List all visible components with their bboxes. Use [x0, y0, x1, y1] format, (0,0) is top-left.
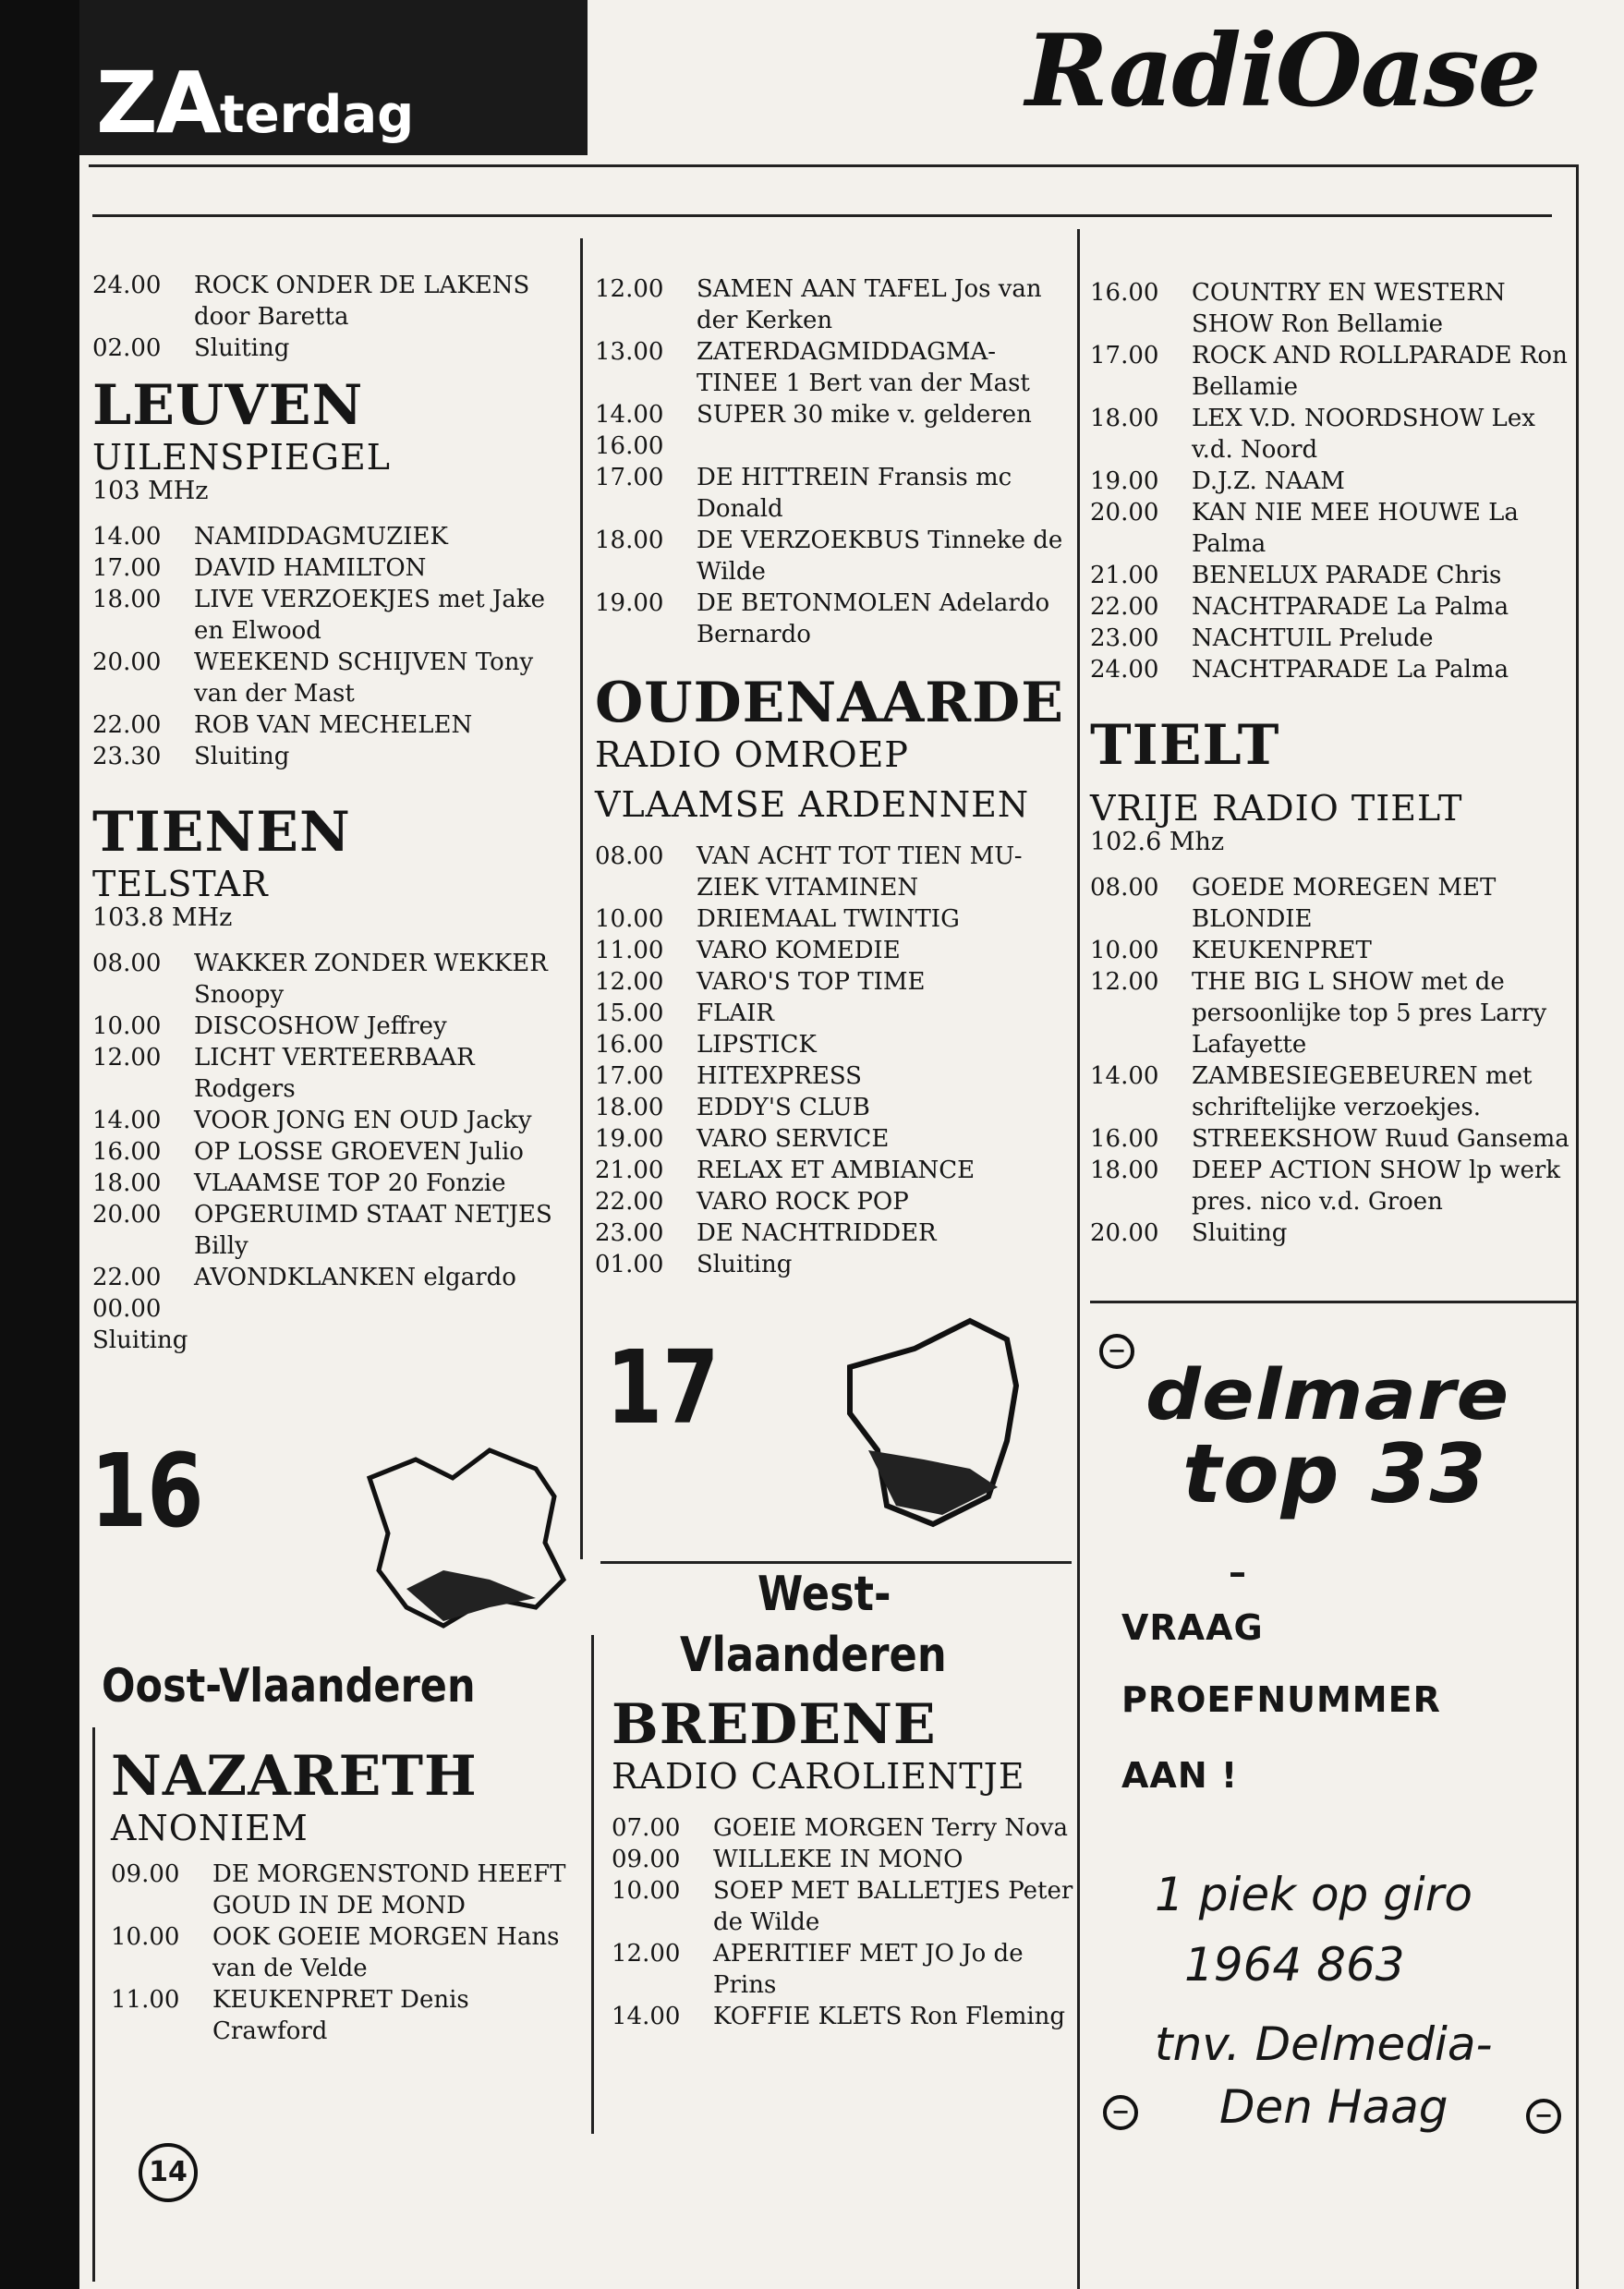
time: 17.00	[92, 554, 162, 582]
program: Sluiting	[194, 743, 290, 770]
time: 12.00	[612, 1940, 681, 1968]
list-item	[595, 1060, 1072, 1092]
list-item	[1090, 1123, 1570, 1155]
time: 20.00	[92, 1201, 162, 1229]
program: VOOR JONG EN OUD Jacky	[194, 1107, 532, 1134]
minus-circle-icon: −	[1099, 1334, 1134, 1369]
time: 23.00	[1090, 624, 1159, 652]
list-item	[92, 948, 577, 1011]
list-item	[595, 1092, 1072, 1123]
day-header	[79, 0, 588, 155]
list-item	[595, 998, 1072, 1029]
list-item	[612, 1812, 1073, 1844]
program: DE BETONMOLEN Adelardo Bernardo	[697, 589, 1050, 648]
list-item	[595, 1249, 1072, 1280]
time: 17.00	[595, 1062, 664, 1090]
program: WEEKEND SCHIJVEN Tony van der Mast	[194, 648, 534, 708]
time: 20.00	[1090, 499, 1159, 527]
station-nazareth: NAZARETH	[111, 1744, 478, 1809]
program: THE BIG L SHOW met de persoonlijke top 5 pres Larry Lafayette	[1192, 968, 1547, 1059]
list-item	[111, 1921, 573, 1984]
program: DEEP ACTION SHOW lp werk pres. nico v.d. Groen	[1192, 1157, 1561, 1216]
list-item	[612, 2001, 1073, 2032]
time: 12.00	[1090, 968, 1159, 996]
time: 14.00	[92, 523, 162, 551]
time: 18.00	[595, 1094, 664, 1121]
program: GOEDE MOREGEN MET BLONDIE	[1192, 874, 1497, 933]
list-item	[1090, 340, 1570, 403]
program: NACHTUIL Prelude	[1192, 624, 1434, 652]
station-sub: ANONIEM	[111, 1808, 309, 1848]
region-number-17: 17	[606, 1328, 720, 1447]
col2-intro	[595, 273, 1072, 650]
minus-circle-icon: −	[1526, 2099, 1561, 2134]
time: 07.00	[612, 1814, 681, 1842]
program: OOK GOEIE MORGEN Hans van de Velde	[212, 1923, 560, 1982]
program: GOEIE MORGEN Terry Nova	[713, 1814, 1068, 1842]
time: 10.00	[595, 905, 664, 933]
list-item	[1090, 1217, 1570, 1249]
list-item	[92, 584, 577, 647]
station-tienen: TIENEN	[92, 800, 351, 865]
page-number: 14	[139, 2143, 198, 2202]
list-item	[1090, 1155, 1570, 1217]
list-item	[595, 336, 1072, 399]
time: 14.00	[595, 401, 664, 429]
list-item	[1090, 560, 1570, 591]
time: 14.00	[612, 2003, 681, 2030]
program	[697, 430, 1072, 462]
program: HITEXPRESS	[697, 1062, 862, 1090]
list-item	[92, 1042, 577, 1105]
time: 02.00	[92, 334, 162, 362]
program: KEUKENPRET Denis Crawford	[212, 1986, 469, 2045]
time: 14.00	[92, 1107, 162, 1134]
time: 13.00	[595, 338, 664, 366]
time: 14.00	[1090, 1062, 1159, 1090]
program: LICHT VERTEERBAAR Rodgers	[194, 1044, 475, 1103]
list-item	[595, 273, 1072, 336]
list-item	[595, 1029, 1072, 1060]
leuven-schedule	[92, 521, 577, 772]
program: COUNTRY EN WESTERN SHOW Ron Bellamie	[1192, 279, 1506, 338]
program: KAN NIE MEE HOUWE La Palma	[1192, 499, 1519, 558]
program: VARO ROCK POP	[697, 1188, 909, 1216]
program: WILLEKE IN MONO	[713, 1846, 963, 1873]
time: 09.00	[612, 1846, 681, 1873]
list-item	[92, 1011, 577, 1042]
list-item	[595, 462, 1072, 525]
list-item	[612, 1875, 1073, 1938]
time: 22.00	[1090, 593, 1159, 621]
list-item	[92, 333, 577, 364]
station-freq: 102.6 Mhz	[1090, 828, 1225, 856]
time: 16.00	[1090, 279, 1159, 307]
tienen-schedule	[92, 948, 577, 1356]
ad-line-3: AAN !	[1121, 1755, 1239, 1796]
time: 00.00	[92, 1295, 162, 1323]
program: FLAIR	[697, 999, 774, 1027]
list-item	[595, 966, 1072, 998]
delmare-wordmark: delmare	[1145, 1353, 1510, 1435]
program: AVONDKLANKEN elgardo	[194, 1264, 516, 1291]
nazareth-block	[111, 1735, 573, 2047]
list-item	[595, 1123, 1072, 1155]
time: 21.00	[595, 1157, 664, 1184]
program: Sluiting	[92, 1326, 188, 1354]
program: LEX V.D. NOORDSHOW Lex v.d. Noord	[1192, 405, 1535, 464]
closing-line	[92, 1325, 577, 1356]
list-item	[92, 1168, 577, 1199]
time: 22.00	[92, 1264, 162, 1291]
time: 20.00	[92, 648, 162, 676]
program: STREEKSHOW Ruud Gansema	[1192, 1125, 1569, 1153]
ad-hand-4: Den Haag	[1219, 2080, 1448, 2134]
list-item	[111, 1984, 573, 2047]
program: EDDY'S CLUB	[697, 1094, 870, 1121]
time: 16.00	[595, 432, 664, 460]
list-item	[595, 841, 1072, 903]
time: 18.00	[1090, 405, 1159, 432]
program: BENELUX PARADE Chris	[1192, 562, 1502, 589]
station-tielt: TIELT	[1090, 713, 1280, 778]
time: 15.00	[595, 999, 664, 1027]
right-frame	[1576, 164, 1579, 2289]
station-leuven: LEUVEN	[92, 373, 364, 438]
program: ROB VAN MECHELEN	[194, 711, 473, 739]
program: NACHTPARADE La Palma	[1192, 656, 1509, 684]
time: 16.00	[92, 1138, 162, 1166]
program: DISCOSHOW Jeffrey	[194, 1012, 447, 1040]
program: DE MORGENSTOND HEEFT GOUD IN DE MOND	[212, 1860, 566, 1920]
program: KEUKENPRET	[1192, 937, 1372, 964]
list-item	[1090, 654, 1570, 685]
list-item	[92, 552, 577, 584]
time: 24.00	[1090, 656, 1159, 684]
program: DE VERZOEKBUS Tinneke de Wilde	[697, 527, 1063, 586]
col3-ad-rule	[1090, 1301, 1576, 1303]
list-item	[595, 399, 1072, 430]
list-item	[92, 1262, 577, 1293]
station-sub-2: VLAAMSE ARDENNEN	[595, 784, 1030, 825]
radioase-logo: RadiOase	[1025, 13, 1540, 129]
list-item	[92, 647, 577, 709]
time: 12.00	[595, 275, 664, 303]
station-sub: TELSTAR	[92, 864, 269, 904]
region-name-oost-vlaanderen: Oost-Vlaanderen	[102, 1659, 476, 1713]
page-spine	[0, 0, 79, 2289]
program: LIVE VERZOEKJES met Jake en Elwood	[194, 586, 545, 645]
list-item	[595, 430, 1072, 462]
program: ROCK ONDER DE LAKENS door Baretta	[194, 272, 530, 331]
program: VLAAMSE TOP 20 Fonzie	[194, 1169, 506, 1197]
ad-line-2: PROEFNUMMER	[1121, 1679, 1441, 1720]
time: 21.00	[1090, 562, 1159, 589]
list-item	[595, 1186, 1072, 1217]
list-item	[92, 521, 577, 552]
program: KOFFIE KLETS Ron Fleming	[713, 2003, 1066, 2030]
station-sub: UILENSPIEGEL	[92, 437, 391, 478]
program: VAN ACHT TOT TIEN MU-ZIEK VITAMINEN	[697, 842, 1023, 902]
time: 08.00	[92, 950, 162, 977]
program: SAMEN AAN TAFEL Jos van der Kerken	[697, 275, 1042, 334]
minus-circle-icon: −	[1103, 2095, 1138, 2130]
column-2	[595, 273, 1072, 1280]
header-rule	[92, 214, 1552, 217]
list-item	[595, 903, 1072, 935]
col-divider-1b	[591, 1635, 594, 2134]
day-title-big: ZA	[96, 54, 220, 152]
list-item	[595, 525, 1072, 587]
west-vlaanderen-map-icon	[831, 1312, 1035, 1533]
region-number-16: 16	[91, 1432, 204, 1550]
time: 10.00	[111, 1923, 180, 1951]
program: ROCK AND ROLLPARADE Ron Bellamie	[1192, 342, 1568, 401]
time: 23.00	[595, 1219, 664, 1247]
time: 08.00	[595, 842, 664, 870]
list-item	[1090, 466, 1570, 497]
list-item	[1090, 966, 1570, 1060]
oost-vlaanderen-map-icon	[351, 1441, 573, 1644]
program: OPGERUIMD STAAT NETJES Billy	[194, 1201, 552, 1260]
col-divider-2	[1077, 229, 1080, 2289]
program: D.J.Z. NAAM	[1192, 467, 1345, 495]
list-item	[92, 709, 577, 741]
program: RELAX ET AMBIANCE	[697, 1157, 976, 1184]
program: NAMIDDAGMUZIEK	[194, 523, 448, 551]
ad-dash: –	[1229, 1552, 1247, 1593]
time: 16.00	[1090, 1125, 1159, 1153]
list-item	[111, 1859, 573, 1921]
list-item	[92, 741, 577, 772]
column-1	[92, 270, 577, 1356]
col1-intro	[92, 270, 577, 364]
time: 19.00	[595, 589, 664, 617]
program: SUPER 30 mike v. gelderen	[697, 401, 1032, 429]
list-item	[1090, 403, 1570, 466]
day-title-small: terdag	[219, 85, 415, 145]
list-item	[92, 1199, 577, 1262]
station-freq: 103 MHz	[92, 477, 209, 505]
program: APERITIEF MET JO Jo de Prins	[713, 1940, 1024, 1999]
list-item	[1090, 1060, 1570, 1123]
program: SOEP MET BALLETJES Peter de Wilde	[713, 1877, 1073, 1936]
time: 19.00	[1090, 467, 1159, 495]
time: 22.00	[92, 711, 162, 739]
program: Sluiting	[194, 334, 290, 362]
list-item	[612, 1938, 1073, 2001]
col3-intro	[1090, 277, 1570, 685]
list-item	[92, 270, 577, 333]
list-item	[1090, 935, 1570, 966]
time: 18.00	[92, 586, 162, 613]
station-sub-1: RADIO OMROEP	[595, 734, 909, 775]
time: 24.00	[92, 272, 162, 299]
program: NACHTPARADE La Palma	[1192, 593, 1509, 621]
list-item	[1090, 872, 1570, 935]
time: 16.00	[595, 1031, 664, 1059]
program: VARO KOMEDIE	[697, 937, 901, 964]
program: LIPSTICK	[697, 1031, 817, 1059]
list-item	[595, 1155, 1072, 1186]
time: 22.00	[595, 1188, 664, 1216]
left-frame-bottom	[92, 1727, 95, 2282]
time: 17.00	[1090, 342, 1159, 369]
region-name-west: West-	[757, 1567, 891, 1622]
time: 23.30	[92, 743, 162, 770]
ad-hand-1: 1 piek op giro	[1155, 1868, 1473, 1921]
station-sub: RADIO CAROLIENTJE	[612, 1756, 1025, 1797]
program: VARO'S TOP TIME	[697, 968, 926, 996]
col-divider-1	[580, 238, 583, 1559]
time: 12.00	[92, 1044, 162, 1072]
time: 20.00	[1090, 1219, 1159, 1247]
time: 12.00	[595, 968, 664, 996]
station-oudenaarde: OUDENAARDE	[595, 671, 1064, 735]
time: 18.00	[92, 1169, 162, 1197]
list-item	[92, 1136, 577, 1168]
time: 11.00	[111, 1986, 180, 2014]
program: OP LOSSE GROEVEN Julio	[194, 1138, 524, 1166]
program: ZATERDAGMIDDAGMA-TINEE 1 Bert van der Mast	[697, 338, 1030, 397]
time: 09.00	[111, 1860, 180, 1888]
time: 18.00	[1090, 1157, 1159, 1184]
region-name-vlaanderen: Vlaanderen	[680, 1628, 947, 1683]
program: WAKKER ZONDER WEKKER Snoopy	[194, 950, 548, 1009]
station-bredene: BREDENE	[612, 1692, 937, 1757]
col2-region-rule	[600, 1561, 1072, 1564]
oudenaarde-schedule	[595, 841, 1072, 1280]
time: 10.00	[1090, 937, 1159, 964]
program: Sluiting	[697, 1251, 793, 1278]
list-item	[612, 1844, 1073, 1875]
list-item	[1090, 591, 1570, 623]
list-item	[1090, 497, 1570, 560]
time: 10.00	[612, 1877, 681, 1905]
list-item	[92, 1293, 577, 1325]
program: DE HITTREIN Fransis mc Donald	[697, 464, 1012, 523]
list-item	[595, 587, 1072, 650]
time: 19.00	[595, 1125, 664, 1153]
time: 10.00	[92, 1012, 162, 1040]
ad-line-1: VRAAG	[1121, 1607, 1264, 1648]
time: 17.00	[595, 464, 664, 491]
time: 18.00	[595, 527, 664, 554]
bredene-block	[612, 1692, 1073, 2032]
list-item	[92, 1105, 577, 1136]
list-item	[1090, 623, 1570, 654]
station-freq: 103.8 MHz	[92, 903, 233, 932]
program: Sluiting	[1192, 1219, 1288, 1247]
time: 01.00	[595, 1251, 664, 1278]
time: 11.00	[595, 937, 664, 964]
program	[194, 1293, 577, 1325]
list-item	[595, 935, 1072, 966]
program: DRIEMAAL TWINTIG	[697, 905, 960, 933]
list-item	[595, 1217, 1072, 1249]
program: DE NACHTRIDDER	[697, 1219, 937, 1247]
program: VARO SERVICE	[697, 1125, 890, 1153]
time: 08.00	[1090, 874, 1159, 902]
list-item	[1090, 277, 1570, 340]
ad-hand-2: 1964 863	[1184, 1938, 1405, 1992]
program: ZAMBESIEGEBEUREN met schriftelijke verzoekjes.	[1192, 1062, 1533, 1121]
top-rule	[89, 164, 1576, 167]
program: DAVID HAMILTON	[194, 554, 427, 582]
column-3	[1090, 277, 1570, 1249]
ad-hand-3: tnv. Delmedia-	[1155, 2017, 1493, 2071]
day-title	[96, 54, 414, 152]
station-sub: VRIJE RADIO TIELT	[1090, 788, 1463, 829]
delmare-logo	[1145, 1353, 1543, 1521]
top33-wordmark: top 33	[1182, 1426, 1488, 1521]
tielt-schedule	[1090, 872, 1570, 1249]
